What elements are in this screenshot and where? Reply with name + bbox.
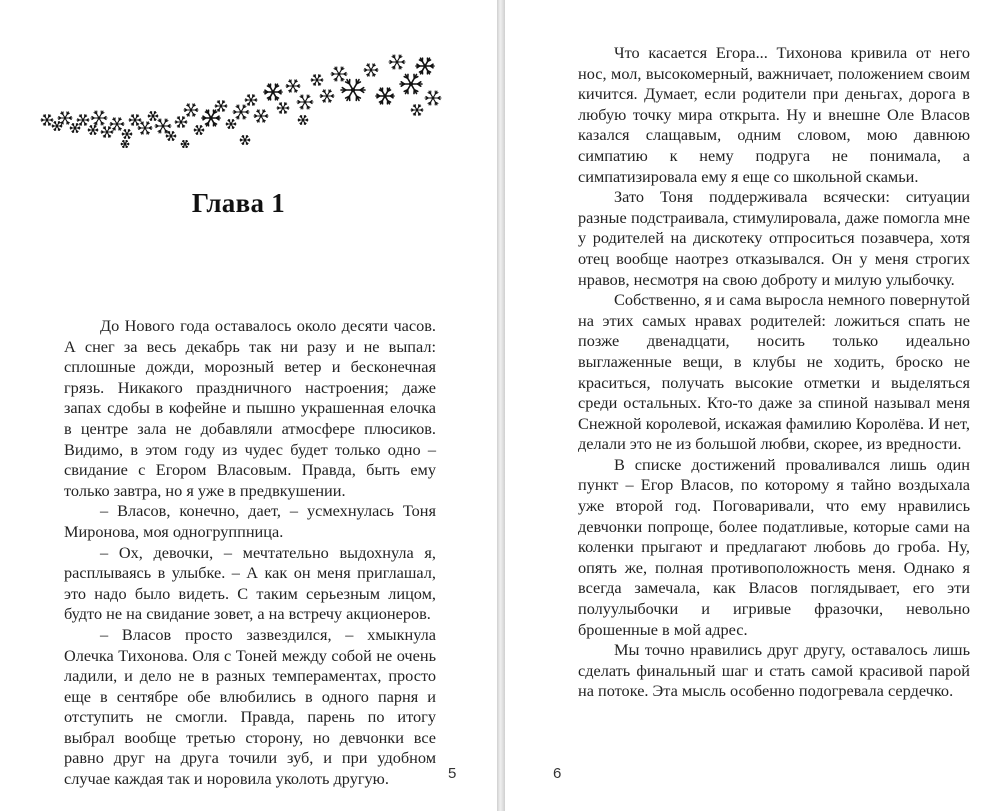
snowflake-icon xyxy=(202,110,220,126)
paragraph: В списке достижений проваливался лишь один пункт – Егор Власов, по которому я тайно воздыхала уже второй год. Поговаривали, что ему нравились девчонки попроще, более податливые, которые сами на коленки прыгают и предлагают любовь до гроба. Ну, опять же, полная противоположность меня. Однако я всегда замечала, как Власов поглядывает, его эти полуулыбочки и игривые фразочки, невольно брошенные в мой адрес. xyxy=(578,454,970,639)
chapter-title: Глава 1 xyxy=(191,188,286,218)
snowflake-icon xyxy=(286,80,300,92)
page-number: 5 xyxy=(448,765,457,782)
paragraph: Что касается Егора... Тихонова кривила от него нос, мол, высокомерный, важничает, положением своим кичится. Думает, если родители при деньгах, дорога в любую точку мира открыта. Ну и внешне Оле Власов казался слащавым, одним словом, мою давнюю симпатию к нему подруга не понимала, а симпатизировала ему я еще со школьной скамьи. xyxy=(578,43,970,186)
snowflake-icon xyxy=(331,67,347,81)
snowflake-icon xyxy=(226,120,236,129)
left-page xyxy=(0,0,497,811)
snowflake-icon xyxy=(400,74,422,93)
paragraph: Собственно, я и сама выросла немного повернутой на этих самых нравах родителей: ложиться спать не позже двенадцати, носить только идеально выглаженные вещи, в клубы не ходить, броско не краситься, получать высокие отметки и выделяться среди остальных. Кто-то даже за спиной называл меня Снежной королевой, искажая фамилию Королёва. И нет, делали это не из большой любви, скорее, из вредности. xyxy=(578,290,970,454)
snowflake-icon xyxy=(425,91,441,105)
snowflake-icon xyxy=(41,115,53,125)
snowflake-icon xyxy=(297,95,313,109)
snowflake-icon xyxy=(175,117,187,127)
snowflake-icon xyxy=(416,58,434,74)
snowflake-icon xyxy=(138,122,152,134)
snowflake-icon xyxy=(194,126,204,135)
snowflake-icon xyxy=(376,88,394,104)
page-number: 6 xyxy=(553,765,562,782)
book-gutter xyxy=(497,0,505,811)
paragraph: – Власов просто зазвездился, – хмыкнула Олечка Тихонова. Оля с Тоней между собой не очень ладили, и дело не в разных темпераментах, просто еще в сентябре обе влюбились в одного парня и отступить не смогли. Правда, парень по итогу выбрал вообще третью сторону, но девчонки все равно друг на друга точили зуб, и при удобном случае каждая так и норовила уколоть другую. xyxy=(64,624,436,789)
snowflake-icon xyxy=(184,104,198,116)
snowflake-icon xyxy=(70,124,80,133)
snowflake-icon xyxy=(364,64,378,76)
snowflake-icon xyxy=(77,115,89,125)
paragraph: До Нового года оставалось около десяти часов. А снег за весь декабрь так ни разу и не выпал: сплошные дожди, морозный ветер и бесконечная грязь. Никакого праздничного настроения; даже запах сдобы в кофейне и пышно украшенная елочка в центре зала не добавляли атмосфере плюсиков. Видимо, в этом году из чудес будет только одно – свидание с Егором Власовым. Правда, быть ему только завтра, но я уже в предвкушении. xyxy=(64,316,436,500)
snowflake-icon xyxy=(155,119,171,133)
right-page-text xyxy=(578,43,970,702)
paragraph: Зато Тоня поддерживала всячески: ситуации разные подстраивала, стимулировала, даже помогла мне у родителей на дискотеку отпроситься позавчера, хотя отец вообще наотрез отказывался. Он у меня строгих нравов, несмотря на свою доброту и милую улыбочку. xyxy=(578,187,970,289)
snowflake-icon xyxy=(254,110,268,122)
left-page-text xyxy=(64,316,436,790)
snowflake-icon xyxy=(88,126,98,135)
snowflake-icon xyxy=(341,80,365,101)
paragraph: Мы точно нравились друг другу, оставалось лишь сделать финальный шаг и стать самой красивой парой на потоке. Эта мысль особенно подогревала сердечко. xyxy=(578,640,970,701)
snowflake-icon xyxy=(101,127,113,137)
snowflake-icon xyxy=(298,116,308,125)
snowflake-decoration xyxy=(35,40,445,170)
snowflake-icon xyxy=(122,130,132,139)
snowflake-icon xyxy=(320,90,334,102)
snowflake-icon xyxy=(245,95,257,105)
snowflake-icon xyxy=(311,75,323,85)
snowflake-icon xyxy=(277,103,289,113)
snowflake-icon xyxy=(411,105,423,115)
snowflake-icon xyxy=(264,84,282,100)
snowflake-icon xyxy=(240,136,250,145)
paragraph: – Ох, девочки, – мечтательно выдохнула я, расплываясь в улыбке. – А как он меня приглашал, это надо было видеть. С таким серьезным лицом, будто не на свидание зовет, а на встречу акционеров. xyxy=(64,542,436,624)
snowflake-icon xyxy=(148,112,158,121)
snowflake-icon xyxy=(181,141,189,148)
right-page xyxy=(505,0,1002,811)
snowflake-icon xyxy=(166,132,176,141)
snowflake-icon xyxy=(233,105,249,119)
snowflake-icon xyxy=(91,111,107,125)
paragraph: – Власов, конечно, дает, – усмехнулась Тоня Миронова, моя одногруппница. xyxy=(64,501,436,541)
snowflake-icon xyxy=(389,55,405,69)
snowflake-icon xyxy=(215,101,227,111)
snowflake-icon xyxy=(129,115,141,125)
snowflake-icon xyxy=(110,118,124,130)
snowflake-icon xyxy=(121,141,129,148)
